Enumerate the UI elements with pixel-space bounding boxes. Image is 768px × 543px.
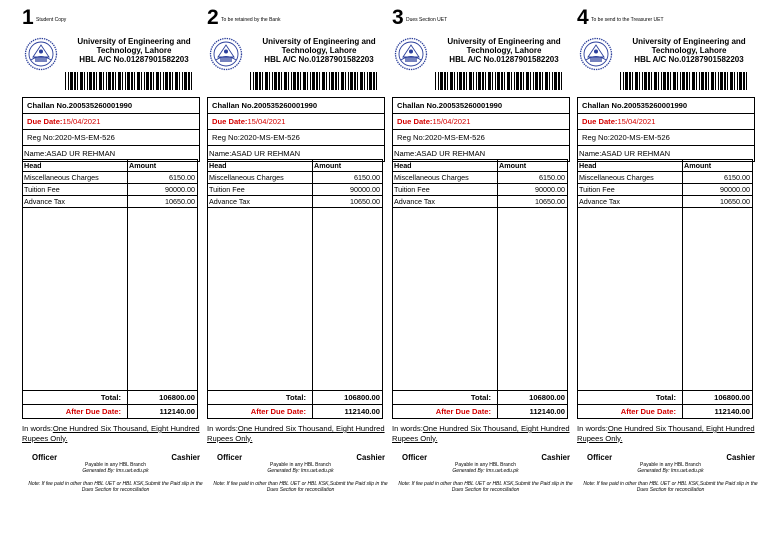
reconciliation-note: Note: If fee paid in other than HBL UET or HBL KSK,Submit the Paid slip in the Dues Section for reconciliation: [28, 481, 203, 494]
fee-head: Tuition Fee: [209, 185, 245, 194]
registration-number: Reg No:2020-MS-EM-526: [393, 130, 569, 146]
due-date-row: [23, 114, 199, 130]
registration-number: Reg No:2020-MS-EM-526: [208, 130, 384, 146]
total-row: [208, 390, 382, 404]
copy-header: [22, 7, 209, 29]
after-due-date-amount: 112140.00: [312, 405, 382, 418]
barcode-icon: [434, 72, 564, 90]
head-column-header: Head: [579, 161, 597, 170]
fee-table: [207, 159, 383, 419]
words-value: One Hundred Six Thousand, Eight Hundred Rupees Only.: [577, 424, 755, 443]
after-due-date-row: [23, 404, 197, 418]
due-date-label: Due Date:: [27, 117, 63, 126]
barcode-icon: [64, 72, 194, 90]
uet-logo-icon: [393, 37, 429, 71]
fee-table-header: [393, 160, 567, 172]
uet-logo-icon: [208, 37, 244, 71]
barcode-icon: [619, 72, 749, 90]
challan-info-box: [22, 97, 200, 162]
bank-account-number: HBL A/C No.01287901582203: [449, 55, 559, 64]
fee-row-miscellaneous: [578, 172, 752, 184]
total-amount: 106800.00: [312, 391, 382, 404]
fee-head: Tuition Fee: [394, 185, 430, 194]
total-amount: 106800.00: [127, 391, 197, 404]
fee-row-tuition: [578, 184, 752, 196]
copy-label: Student Copy: [36, 17, 67, 23]
fee-table-header: [578, 160, 752, 172]
copy-label: Dues Section UET: [406, 17, 448, 23]
reconciliation-note: Note: If fee paid in other than HBL UET or HBL KSK,Submit the Paid slip in the Dues Section for reconciliation: [213, 481, 388, 494]
fee-head: Advance Tax: [394, 197, 436, 206]
after-due-date-row: [393, 404, 567, 418]
fee-table: [22, 159, 198, 419]
fee-head: Miscellaneous Charges: [209, 173, 284, 182]
student-name: Name:ASAD UR REHMAN: [578, 146, 754, 162]
challan-info-box: [207, 97, 385, 162]
generated-by: Generated By: lms.uet.edu.pk: [637, 468, 704, 474]
uet-logo-icon: [23, 37, 59, 71]
payable-note: Payable in any HBL Branch: [640, 462, 701, 468]
amount-in-words: [207, 424, 391, 443]
challan-number: Challan No.200535260001990: [23, 98, 199, 114]
generated-by: Generated By: lms.uet.edu.pk: [452, 468, 519, 474]
due-date-value: 15/04/2021: [62, 117, 101, 126]
head-column-header: Head: [209, 161, 227, 170]
reconciliation-note: Note: If fee paid in other than HBL UET or HBL KSK,Submit the Paid slip in the Dues Section for reconciliation: [583, 481, 758, 494]
barcode-icon: [249, 72, 379, 90]
words-value: One Hundred Six Thousand, Eight Hundred Rupees Only.: [207, 424, 385, 443]
fee-amount: 6150.00: [354, 173, 380, 182]
total-row: [393, 390, 567, 404]
fee-row-advance-tax: [208, 196, 382, 208]
reconciliation-note: Note: If fee paid in other than HBL UET or HBL KSK,Submit the Paid slip in the Dues Section for reconciliation: [398, 481, 573, 494]
cashier-signature: Cashier: [726, 453, 755, 462]
copy-number: 3: [392, 6, 404, 29]
amount-in-words: [392, 424, 576, 443]
after-due-date-label: After Due Date:: [250, 407, 306, 416]
challan-number: Challan No.200535260001990: [578, 98, 754, 114]
officer-signature: Officer: [217, 453, 243, 462]
amount-in-words: [577, 424, 761, 443]
cashier-signature: Cashier: [541, 453, 570, 462]
fee-row-miscellaneous: [393, 172, 567, 184]
after-due-date-amount: 112140.00: [682, 405, 752, 418]
amount-column-header: Amount: [314, 161, 342, 170]
university-name: University of Engineering and Technology, Lahore: [77, 37, 191, 55]
after-due-date-row: [208, 404, 382, 418]
amount-in-words: [22, 424, 206, 443]
fee-amount: 90000.00: [350, 185, 380, 194]
fee-amount: 10650.00: [720, 197, 750, 206]
challan-number: Challan No.200535260001990: [208, 98, 384, 114]
words-value: One Hundred Six Thousand, Eight Hundred Rupees Only.: [392, 424, 570, 443]
total-label: Total:: [470, 393, 491, 402]
cashier-signature: Cashier: [171, 453, 200, 462]
due-date-label: Due Date:: [397, 117, 433, 126]
due-date-row: [393, 114, 569, 130]
fee-table-header: [23, 160, 197, 172]
challan-number: Challan No.200535260001990: [393, 98, 569, 114]
university-header: [430, 37, 578, 64]
amount-column-header: Amount: [499, 161, 527, 170]
officer-signature: Officer: [32, 453, 58, 462]
due-date-value: 15/04/2021: [247, 117, 286, 126]
copy-number: 2: [207, 6, 219, 29]
university-name: University of Engineering and Technology, Lahore: [632, 37, 746, 55]
fee-amount: 90000.00: [535, 185, 565, 194]
after-due-date-label: After Due Date:: [65, 407, 121, 416]
after-due-date-label: After Due Date:: [435, 407, 491, 416]
words-label: In words:: [22, 424, 53, 433]
challan-copy-3: [392, 0, 579, 543]
challan-info-box: [392, 97, 570, 162]
challan-copy-1: [22, 0, 209, 543]
after-due-date-amount: 112140.00: [127, 405, 197, 418]
fee-amount: 10650.00: [535, 197, 565, 206]
officer-signature: Officer: [402, 453, 428, 462]
total-label: Total:: [285, 393, 306, 402]
total-label: Total:: [100, 393, 121, 402]
fee-table-header: [208, 160, 382, 172]
head-column-header: Head: [394, 161, 412, 170]
copy-number: 1: [22, 6, 34, 29]
fee-row-advance-tax: [578, 196, 752, 208]
challan-copy-2: [207, 0, 394, 543]
due-date-row: [208, 114, 384, 130]
fee-head: Advance Tax: [209, 197, 251, 206]
payable-note: Payable in any HBL Branch: [270, 462, 331, 468]
generated-by: Generated By: lms.uet.edu.pk: [267, 468, 334, 474]
total-amount: 106800.00: [682, 391, 752, 404]
fee-head: Miscellaneous Charges: [394, 173, 469, 182]
fee-row-tuition: [208, 184, 382, 196]
fee-head: Tuition Fee: [579, 185, 615, 194]
due-date-value: 15/04/2021: [432, 117, 471, 126]
fee-amount: 90000.00: [165, 185, 195, 194]
payable-note: Payable in any HBL Branch: [455, 462, 516, 468]
student-name: Name:ASAD UR REHMAN: [208, 146, 384, 162]
due-date-value: 15/04/2021: [617, 117, 656, 126]
words-label: In words:: [577, 424, 608, 433]
cashier-signature: Cashier: [356, 453, 385, 462]
bank-account-number: HBL A/C No.01287901582203: [264, 55, 374, 64]
generated-by: Generated By: lms.uet.edu.pk: [82, 468, 149, 474]
copy-number: 4: [577, 6, 589, 29]
fee-head: Tuition Fee: [24, 185, 60, 194]
total-row: [23, 390, 197, 404]
fee-head: Miscellaneous Charges: [24, 173, 99, 182]
fee-amount: 10650.00: [165, 197, 195, 206]
university-header: [245, 37, 393, 64]
bank-account-number: HBL A/C No.01287901582203: [79, 55, 189, 64]
copy-header: [577, 7, 764, 29]
registration-number: Reg No:2020-MS-EM-526: [23, 130, 199, 146]
head-column-header: Head: [24, 161, 42, 170]
university-name: University of Engineering and Technology, Lahore: [262, 37, 376, 55]
amount-column-header: Amount: [129, 161, 157, 170]
student-name: Name:ASAD UR REHMAN: [23, 146, 199, 162]
total-amount: 106800.00: [497, 391, 567, 404]
fee-row-tuition: [23, 184, 197, 196]
after-due-date-amount: 112140.00: [497, 405, 567, 418]
copy-header: [207, 7, 394, 29]
university-header: [60, 37, 208, 64]
fee-head: Advance Tax: [24, 197, 66, 206]
words-label: In words:: [207, 424, 238, 433]
fee-table: [392, 159, 568, 419]
fee-amount: 6150.00: [724, 173, 750, 182]
fee-row-tuition: [393, 184, 567, 196]
uet-logo-icon: [578, 37, 614, 71]
total-label: Total:: [655, 393, 676, 402]
fee-amount: 90000.00: [720, 185, 750, 194]
registration-number: Reg No:2020-MS-EM-526: [578, 130, 754, 146]
bank-account-number: HBL A/C No.01287901582203: [634, 55, 744, 64]
words-value: One Hundred Six Thousand, Eight Hundred Rupees Only.: [22, 424, 200, 443]
fee-row-advance-tax: [23, 196, 197, 208]
student-name: Name:ASAD UR REHMAN: [393, 146, 569, 162]
fee-amount: 10650.00: [350, 197, 380, 206]
due-date-label: Due Date:: [582, 117, 618, 126]
fee-amount: 6150.00: [539, 173, 565, 182]
total-row: [578, 390, 752, 404]
fee-head: Advance Tax: [579, 197, 621, 206]
payable-note: Payable in any HBL Branch: [85, 462, 146, 468]
copy-label: To be retained by the Bank: [221, 17, 281, 23]
fee-amount: 6150.00: [169, 173, 195, 182]
fee-head: Miscellaneous Charges: [579, 173, 654, 182]
fee-row-miscellaneous: [23, 172, 197, 184]
fee-row-advance-tax: [393, 196, 567, 208]
challan-info-box: [577, 97, 755, 162]
officer-signature: Officer: [587, 453, 613, 462]
copy-header: [392, 7, 579, 29]
university-header: [615, 37, 763, 64]
amount-column-header: Amount: [684, 161, 712, 170]
words-label: In words:: [392, 424, 423, 433]
after-due-date-row: [578, 404, 752, 418]
fee-row-miscellaneous: [208, 172, 382, 184]
university-name: University of Engineering and Technology, Lahore: [447, 37, 561, 55]
due-date-row: [578, 114, 754, 130]
copy-label: To be send to the Treasurer UET: [591, 17, 664, 23]
fee-table: [577, 159, 753, 419]
due-date-label: Due Date:: [212, 117, 248, 126]
challan-copy-4: [577, 0, 764, 543]
after-due-date-label: After Due Date:: [620, 407, 676, 416]
